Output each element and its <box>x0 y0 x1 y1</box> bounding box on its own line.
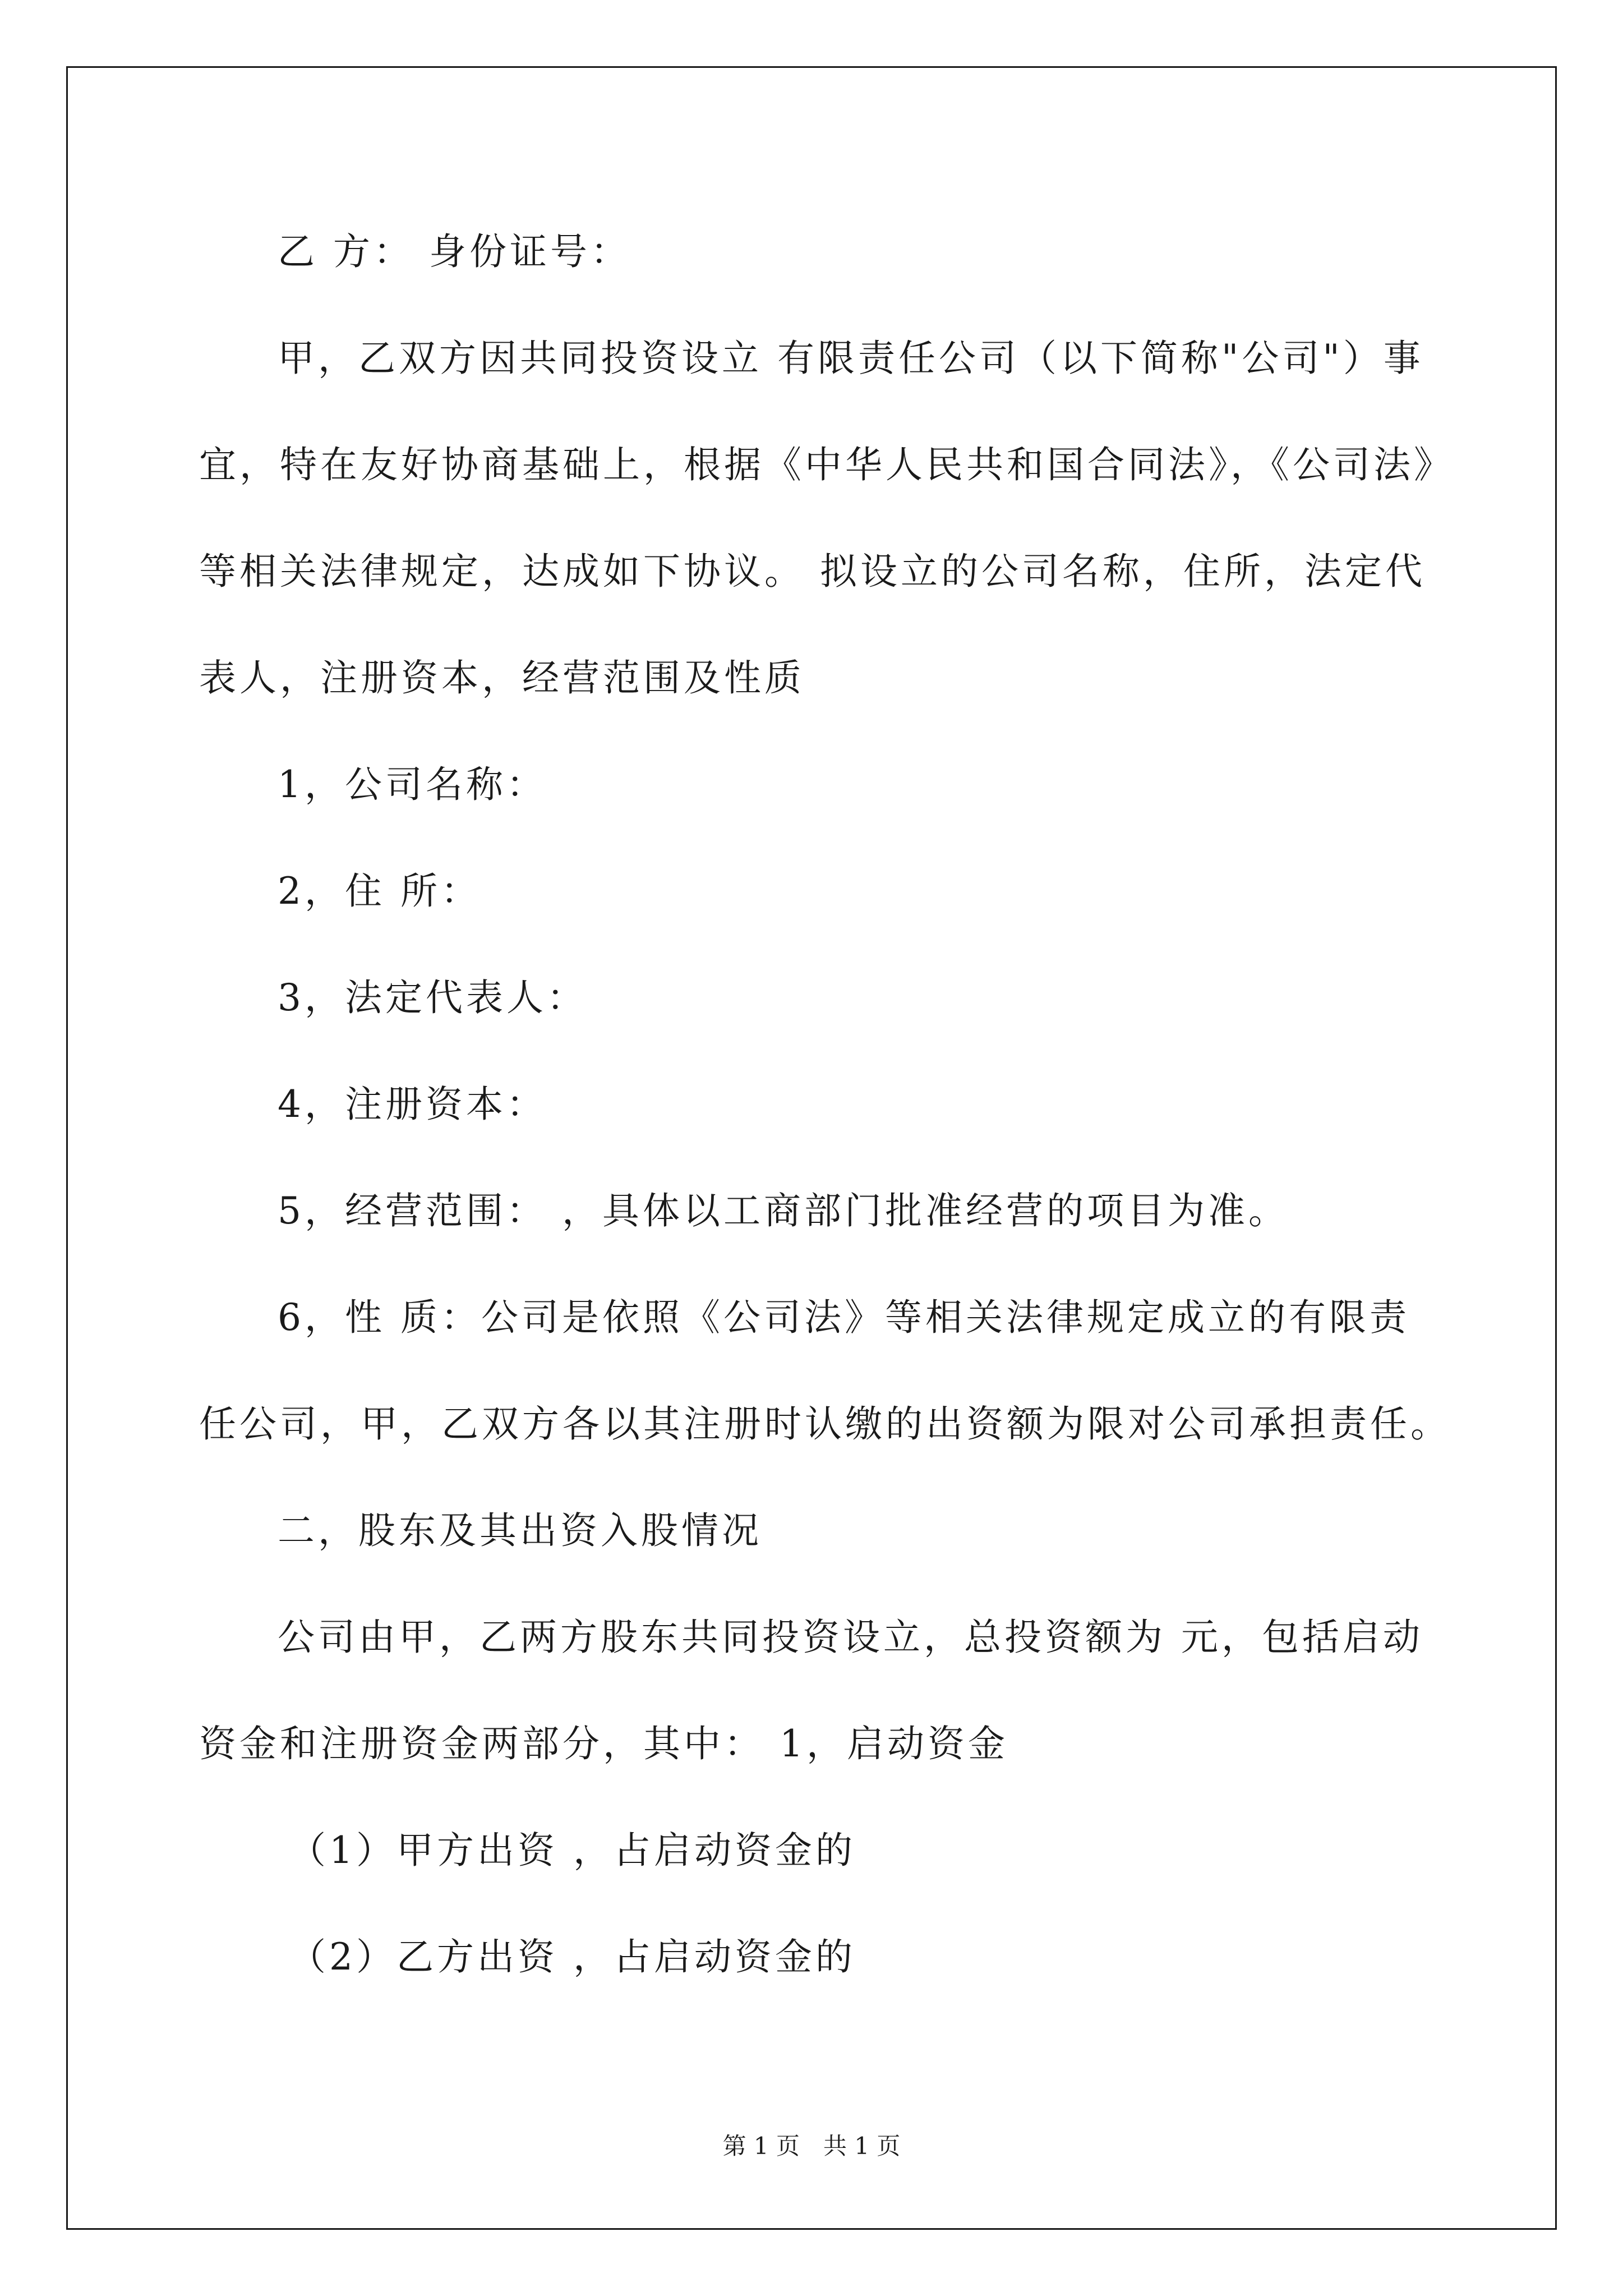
paragraph-line: 宜，特在友好协商基础上，根据《中华人民共和国合同法》，《公司法》 <box>199 443 1454 486</box>
list-item: 3，法定代表人： <box>278 976 587 1019</box>
paragraph-line: 任公司，甲，乙双方各以其注册时认缴的出资额为限对公司承担责任。 <box>199 1402 1451 1446</box>
paragraph-line: 等相关法律规定，达成如下协议。 拟设立的公司名称，住所，法定代 <box>199 550 1426 593</box>
party-b-line: 乙 方： 身份证号： <box>278 230 631 273</box>
paragraph-line: 甲，乙双方因共同投资设立 有限责任公司（以下简称"公司"）事 <box>278 337 1424 380</box>
list-item: 6，性 质：公司是依照《公司法》等相关法律规定成立的有限责 <box>278 1296 1410 1339</box>
list-item: 2，住 所： <box>278 869 481 913</box>
paragraph-line: 公司由甲，乙两方股东共同投资设立，总投资额为 元，包括启动 <box>278 1616 1423 1659</box>
page-border <box>66 66 1557 2230</box>
list-item: （2）乙方出资 ，占启动资金的 <box>289 1935 856 1978</box>
list-item: 1，公司名称： <box>278 763 547 806</box>
list-item: 4，注册资本： <box>278 1083 547 1126</box>
section-heading: 二，股东及其出资入股情况 <box>278 1509 762 1552</box>
list-item: （1）甲方出资 ，占启动资金的 <box>289 1829 856 1872</box>
list-item: 5，经营范围： ，具体以工商部门批准经营的项目为准。 <box>278 1189 1289 1232</box>
page-number-footer: 第 1 页 共 1 页 <box>722 2132 901 2160</box>
paragraph-line: 资金和注册资金两部分，其中： 1，启动资金 <box>199 1722 1008 1765</box>
paragraph-line: 表人，注册资本，经营范围及性质 <box>199 656 805 700</box>
